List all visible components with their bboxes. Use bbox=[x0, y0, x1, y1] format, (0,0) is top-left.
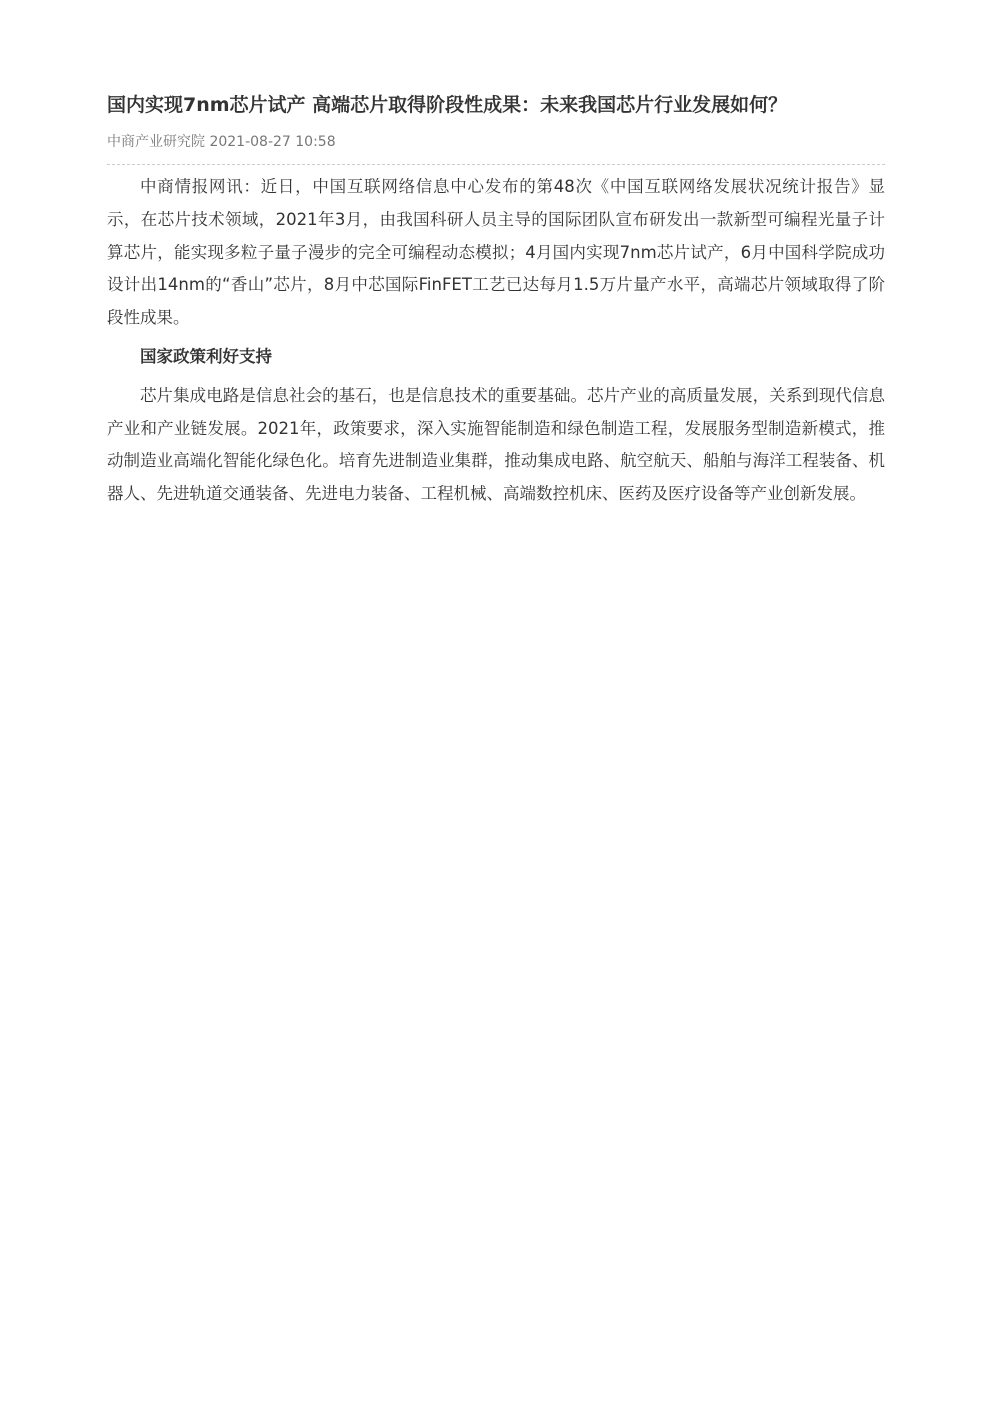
article-source: 中商产业研究院 bbox=[107, 134, 205, 150]
article-meta bbox=[107, 132, 885, 165]
article-datetime: 2021-08-27 10:58 bbox=[209, 134, 336, 150]
article-paragraph-1: 中商情报网讯：近日，中国互联网络信息中心发布的第48次《中国互联网络发展状况统计报告》显示，在芯片技术领域，2021年3月，由我国科研人员主导的国际团队宣布研发出一款新型可编程光量子计算芯片，能实现多粒子量子漫步的完全可编程动态模拟；4月国内实现7nm芯片试产，6月中国科学院成功设计出14nm的“香山”芯片，8月中芯国际FinFET工艺已达每月1.5万片量产水平，高端芯片领域取得了阶段性成果。 bbox=[107, 177, 885, 328]
article-title: 国内实现7nm芯片试产 高端芯片取得阶段性成果：未来我国芯片行业发展如何？ bbox=[107, 94, 788, 116]
article bbox=[107, 88, 885, 511]
section-heading: 国家政策利好支持 bbox=[140, 346, 272, 366]
article-paragraph-2: 芯片集成电路是信息社会的基石，也是信息技术的重要基础。芯片产业的高质量发展，关系到现代信息产业和产业链发展。2021年，政策要求，深入实施智能制造和绿色制造工程，发展服务型制造新模式，推动制造业高端化智能化绿色化。培育先进制造业集群，推动集成电路、航空航天、船舶与海洋工程装备、机器人、先进轨道交通装备、先进电力装备、工程机械、高端数控机床、医药及医疗设备等产业创新发展。 bbox=[107, 385, 885, 504]
